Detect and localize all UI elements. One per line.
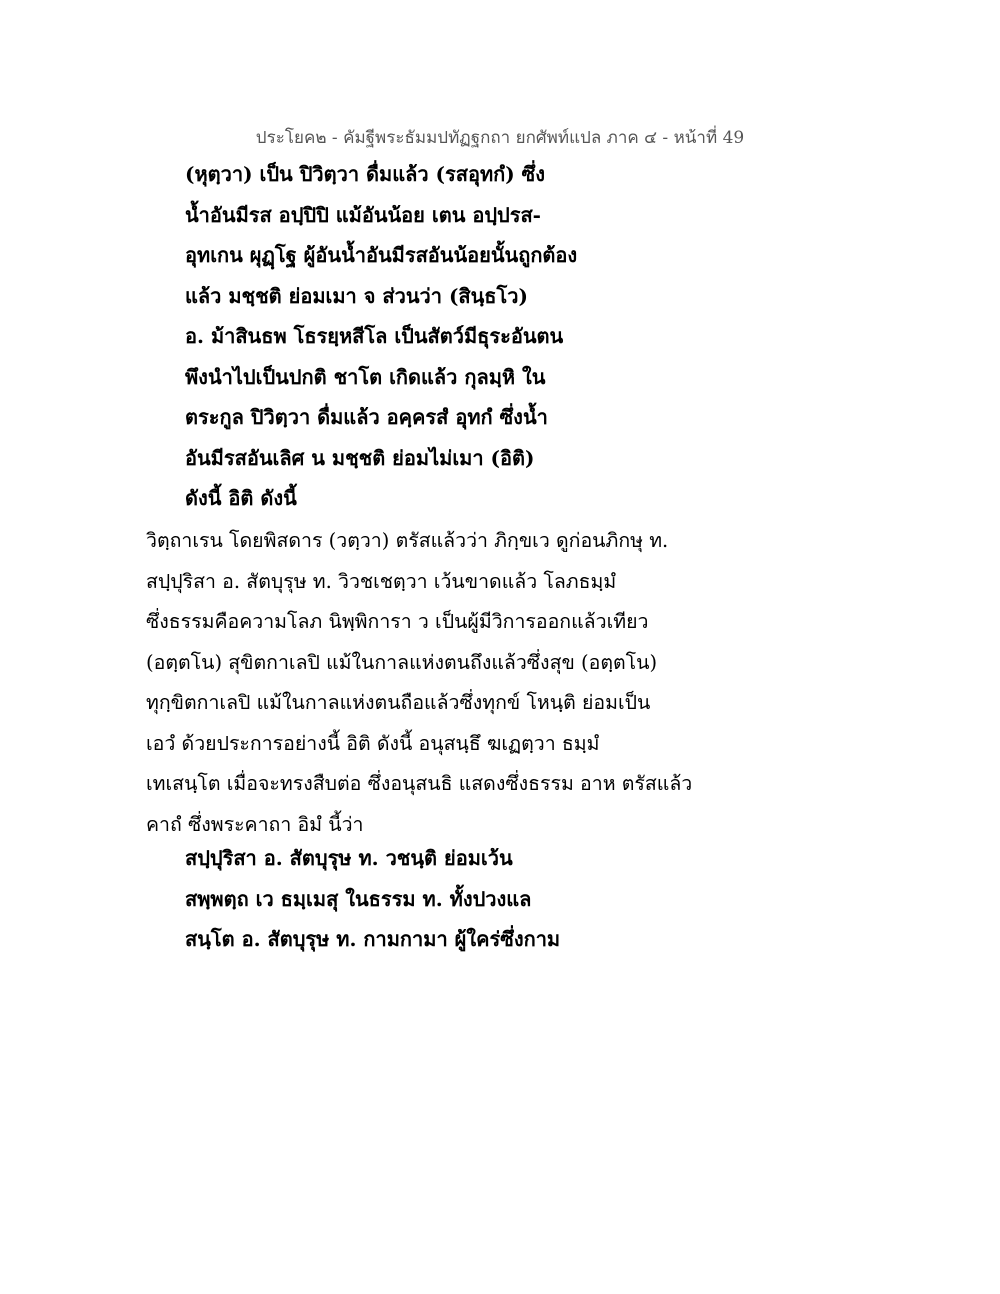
verse-line: ตระกูล ปิวิตฺวา ดื่มแล้ว อคฺครสํ อุทกํ ซึ่งน้ำ [185,405,548,429]
verse-line: สปฺปุริสา อ. สัตบุรุษ ท. วชนฺติ ย่อมเว้น [185,846,513,870]
prose-line: เอวํ ด้วยประการอย่างนี้ อิติ ดังนี้ อนุสนฺธึ ฆเฏตฺวา ธมฺมํ [146,731,600,755]
verse-block-1 [0,154,1000,519]
verse-block-2 [0,838,1000,960]
verse-line: พึงนำไปเป็นปกติ ชาโต เกิดแล้ว กุลมฺหิ ใน [185,364,546,389]
verse-line: ดังนี้ อิติ ดังนี้ [185,486,297,510]
prose-line: ซึ่งธรรมคือความโลภ นิพฺพิการา ว เป็นผู้มีวิการออกแล้วเทียว [146,610,649,633]
verse-line: อ. ม้าสินธพ โธรยฺหสีโล เป็นสัตว์มีธุระอันตน [185,324,564,348]
page-header: ประโยค๒ - คัมฐีพระธัมมปทัฏฐกถา ยกศัพท์แปล ภาค ๔ - หน้าที่ 49 [255,128,745,148]
prose-line: เทเสนฺโต เมื่อจะทรงสืบต่อ ซึ่งอนุสนธิ แสดงซึ่งธรรม อาห ตรัสแล้ว [146,772,693,795]
verse-line: (หุตฺวา) เป็น ปิวิตฺวา ดื่มแล้ว (รสอุทกํ) ซึ่ง [185,162,546,186]
prose-line: สปฺปุริสา อ. สัตบุรุษ ท. วิวชเชตฺวา เว้นขาดแล้ว โลภธมฺมํ [146,569,617,593]
verse-line: อันมีรสอันเลิศ น มชฺชติ ย่อมไม่เมา (อิติ) [185,445,535,470]
prose-line: วิตฺถาเรน โดยพิสดาร (วตฺวา) ตรัสแล้วว่า ภิกฺขเว ดูก่อนภิกษุ ท. [146,529,669,552]
prose-line: คาถํ ซึ่งพระคาถา อิมํ นี้ว่า [146,812,364,836]
verse-line: สนฺโต อ. สัตบุรุษ ท. กามกามา ผู้ใคร่ซึ่งกาม [185,927,561,951]
prose-line: (อตฺตโน) สุขิตกาเลปิ แม้ในกาลแห่งตนถึงแล้วซึ่งสุข (อตฺตโน) [146,650,658,674]
verse-line: สพฺพตฺถ เว ธมฺเมสุ ในธรรม ท. ทั้งปวงแล [185,886,532,911]
prose-block [0,521,1000,845]
prose-line: ทุกฺขิตกาเลปิ แม้ในกาลแห่งตนถือแล้วซึ่งทุกข์ โหนฺติ ย่อมเป็น [146,691,651,714]
verse-line: อุทเกน ผุฏฺโฐ ผู้อันน้ำอันมีรสอันน้อยนั้นถูกต้อง [185,243,578,267]
verse-line: แล้ว มชฺชติ ย่อมเมา จ ส่วนว่า (สินฺธโว) [185,283,528,308]
verse-line: น้ำอันมีรส อปฺปิปิ แม้อันน้อย เตน อปฺปรส- [185,202,541,227]
